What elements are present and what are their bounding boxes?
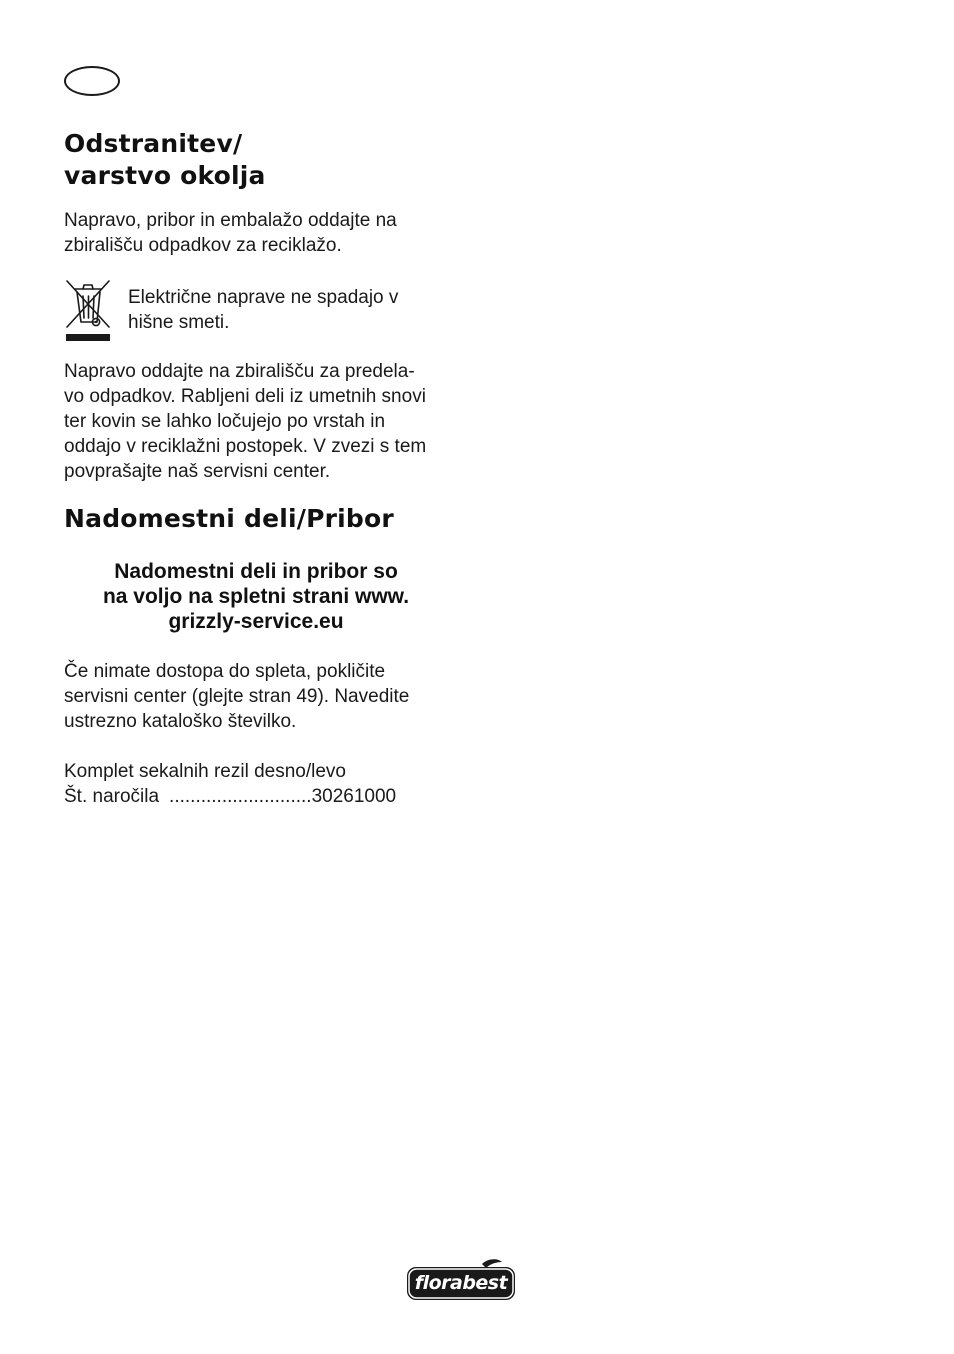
- spare-parts-title: Nadomestni deli/Pribor: [64, 504, 394, 533]
- notice-line: Nadomestni deli in pribor so: [114, 560, 398, 583]
- paragraph-line: oddajo v reciklažni postopek. V zvezi s tem: [64, 436, 427, 457]
- notice-line: na voljo na spletni strani www.: [102, 585, 410, 608]
- paragraph-line: ter kovin se lahko ločujejo po vrstah in: [64, 411, 386, 432]
- disposal-paragraph-2: [64, 359, 454, 484]
- logo-text: florabest: [414, 1272, 508, 1294]
- crossed-out-wheelie-bin-icon: [64, 278, 112, 342]
- paragraph-line: vo odpadkov. Rabljeni deli iz umetnih snovi: [64, 386, 426, 407]
- spare-part-item: [64, 759, 454, 809]
- disposal-heading: [64, 128, 454, 192]
- paragraph-line: ustrezno kataloško številko.: [64, 711, 297, 732]
- weee-text-line2: hišne smeti.: [128, 312, 230, 333]
- weee-text-line1: Električne naprave ne spadajo v: [128, 287, 399, 308]
- notice-line: grizzly-service.eu: [168, 610, 344, 633]
- spare-parts-heading: [64, 503, 484, 535]
- disposal-paragraph-1: [64, 208, 454, 258]
- disposal-title-line2: varstvo okolja: [64, 161, 266, 190]
- weee-notice: [64, 278, 454, 344]
- spare-parts-notice: [64, 559, 448, 634]
- order-label: Št. naročila: [64, 786, 160, 807]
- weee-text: [128, 285, 448, 335]
- paragraph-line: Če nimate dostopa do spleta, pokličite: [64, 661, 386, 682]
- order-number-line: [64, 784, 454, 809]
- order-number: 30261000: [311, 786, 397, 807]
- paragraph-line: Napravo, pribor in embalažo oddajte na: [64, 210, 397, 231]
- language-badge-oval: [64, 66, 120, 96]
- disposal-title-line1: Odstranitev/: [64, 129, 243, 158]
- paragraph-line: Napravo oddajte na zbirališču za predela-: [64, 361, 415, 382]
- disposal-title: [64, 128, 454, 192]
- item-name: Komplet sekalnih rezil desno/levo: [64, 761, 346, 782]
- order-leader-dots: ...........................: [169, 786, 312, 807]
- paragraph-line: zbirališču odpadkov za reciklažo.: [64, 235, 342, 256]
- florabest-logo: [404, 1258, 518, 1304]
- spare-parts-paragraph: [64, 659, 454, 734]
- paragraph-line: servisni center (glejte stran 49). Navedite: [64, 686, 410, 707]
- paragraph-line: povprašajte naš servisni center.: [64, 461, 331, 482]
